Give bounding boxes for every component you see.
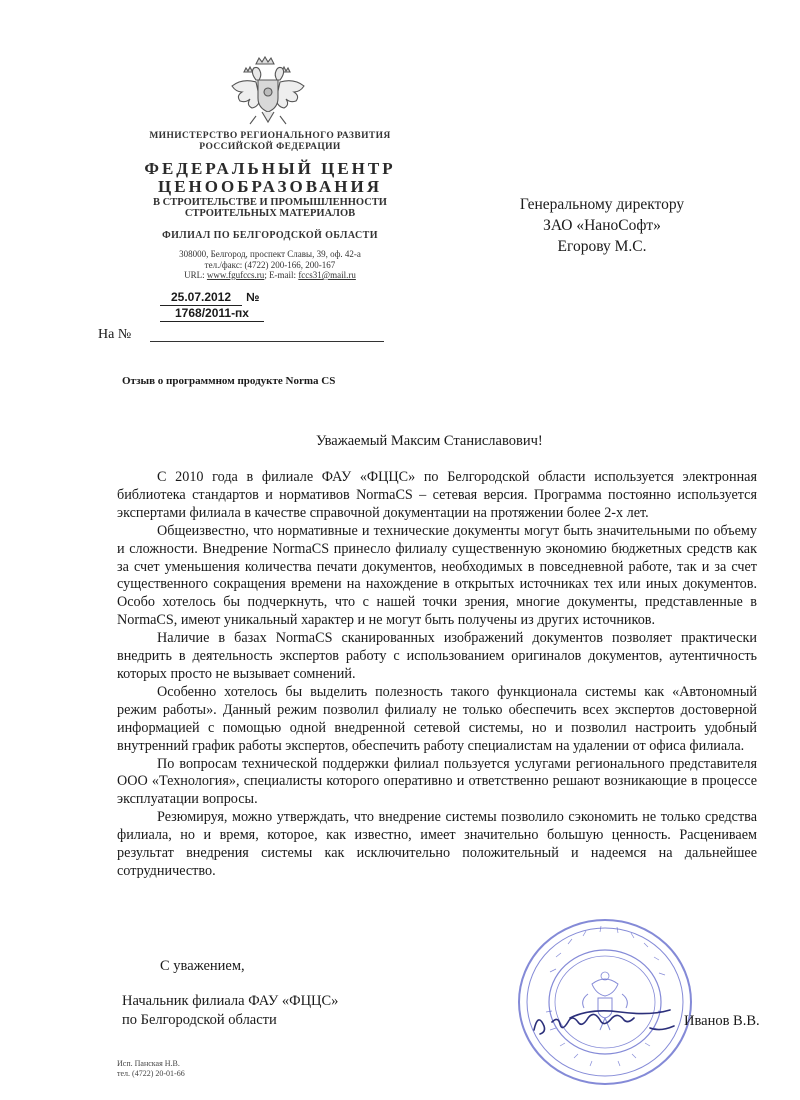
ministry-line: РОССИЙСКОЙ ФЕДЕРАЦИИ [199,142,341,152]
handwritten-signature-icon [520,1000,690,1040]
reference-label: На № [98,327,132,342]
letter-body [117,469,757,881]
organization-subtitle [90,197,450,219]
letter-subject: Отзыв о программном продукте Norma CS [122,375,336,387]
recipient-company: ЗАО «НаноСофт» [543,217,661,234]
branch-name: ФИЛИАЛ ПО БЕЛГОРОДСКОЙ ОБЛАСТИ [162,230,378,241]
registration-number: 1768/2011-пх [160,306,264,322]
contact-block [140,249,400,281]
registration-date: 25.07.2012 [160,290,242,306]
coat-of-arms-icon [226,50,310,130]
organization-subtitle-line: В СТРОИТЕЛЬСТВЕ И ПРОМЫШЛЕННОСТИ [153,197,387,208]
recipient-name: Егорову М.С. [557,238,647,255]
salutation: Уважаемый Максим Станиславович! [316,433,543,449]
executor-info [117,1059,185,1079]
ministry-heading [90,131,450,153]
website-link[interactable]: www.fgufccs.ru [206,270,265,280]
url-label: URL: [184,270,205,280]
body-paragraph: Особенно хотелось бы выделить полезность такого функционала системы как «Автономный режим работы». Данный режим позволил филиалу не только обеспечить всех экспертов достоверной информацией с помощью одной внедренной сетевой системы, но и позволил настроить удобный внутренний график работы экспертов, обеспечить работу специалистам на удалении от офиса филиала. [117,683,757,754]
recipient-block [482,194,722,257]
body-paragraph: По вопросам технической поддержки филиал пользуется услугами регионального представителя ООО «Технология», специалисты которого оперативно и ответственно решают возникающие в процессе эксплуатации вопросы. [117,755,757,808]
signatory-name: Иванов В.В. [684,1013,760,1029]
organization-subtitle-line: СТРОИТЕЛЬНЫХ МАТЕРИАЛОВ [184,208,356,219]
body-paragraph: Наличие в базах NormaCS сканированных изображений документов позволяет практически внедрить в деятельность экспертов работу с использованием оригиналов документов, аутентичность которых просто не вызывает сомнений. [117,630,757,682]
address: 308000, Белгород, проспект Славы, 39, оф. 42-а [179,249,361,259]
ministry-line: МИНИСТЕРСТВО РЕГИОНАЛЬНОГО РАЗВИТИЯ [149,131,391,141]
registration-line [160,290,362,322]
phone: тел./факс: (4722) 200-166, 200-167 [204,259,336,270]
email-link[interactable]: fccs31@mail.ru [298,270,356,280]
recipient-position: Генеральному директору [519,196,685,213]
body-paragraph: С 2010 года в филиале ФАУ «ФЦЦС» по Белгородской области используется электронная библиотека стандартов и нормативов NormaCS – сетевая версия. Программа постоянно используется экспертами филиала в качестве справочной документации на протяжении более 2-х лет. [117,469,757,521]
reference-blank-line [150,341,384,342]
executor-name: Исп. Панская Н.В. [117,1059,180,1068]
signatory-title-line: Начальник филиала ФАУ «ФЦЦС» [122,993,339,1009]
web-contacts [140,270,400,281]
body-paragraph: Резюмируя, можно утверждать, что внедрение системы позволило сэкономить не только средства филиала, но и время, которое, как известно, имеет значительно большую ценность. Расцениваем результат внедрения системы как исключительно положительный и надеемся на дальнейшее сотрудничество. [117,809,757,879]
closing-regards: С уважением, [160,958,245,974]
organization-name-line: ФЕДЕРАЛЬНЫЙ ЦЕНТР [144,159,396,178]
organization-name [90,160,450,196]
email-label: ; E-mail: [264,270,297,280]
organization-name-line: ЦЕНООБРАЗОВАНИЯ [158,177,382,196]
signatory-title-line: по Белгородской области [122,1012,277,1028]
executor-phone: тел. (4722) 20-01-66 [117,1069,185,1078]
number-sign: № [246,290,260,304]
body-paragraph: Общеизвестно, что нормативные и технические документы могут быть значительными по объему и сложности. Внедрение NormaCS принесло филиалу существенную экономию бюджетных средств как за счет уменьшения количества печати документов, необходимых в повседневной работе, так и за счет существенного сокращения времени на нахождение в открытых источниках тех или иных документов. Особо хотелось бы подчеркнуть, что с нашей точки зрения, многие документы, представленные в NormaCS, имеют уникальный характер и не могут быть получены из других источников. [117,522,757,629]
signatory-title [122,992,338,1030]
